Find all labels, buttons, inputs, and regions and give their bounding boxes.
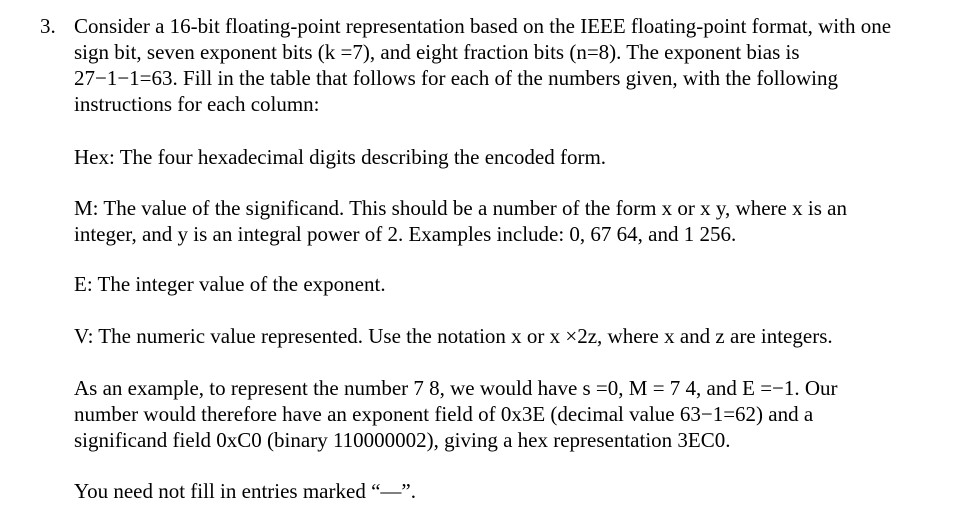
example-paragraph bbox=[74, 375, 954, 453]
m-line-2: integer, and y is an integral power of 2. Examples include: 0, 67 64, and 1 256. bbox=[74, 222, 737, 246]
intro-line-2: sign bit, seven exponent bits (k =7), and eight fraction bits (n=8). The exponent bias is bbox=[74, 40, 800, 64]
example-line-1: As an example, to represent the number 7 8, we would have s =0, M = 7 4, and E =−1. Our bbox=[74, 376, 838, 400]
hex-instruction bbox=[74, 144, 954, 170]
v-line-1: V: The numeric value represented. Use the notation x or x ×2z, where x and z are integers. bbox=[74, 324, 833, 348]
intro-line-3: 27−1−1=63. Fill in the table that follows for each of the numbers given, with the following bbox=[74, 66, 838, 90]
m-instruction bbox=[74, 195, 954, 247]
example-line-3: significand field 0xC0 (binary 110000002), giving a hex representation 3EC0. bbox=[74, 428, 731, 452]
question-intro bbox=[74, 13, 954, 117]
question-number: 3. bbox=[40, 14, 56, 38]
example-line-2: number would therefore have an exponent field of 0x3E (decimal value 63−1=62) and a bbox=[74, 402, 814, 426]
note-line-1: You need not fill in entries marked “—”. bbox=[74, 479, 416, 503]
note-paragraph bbox=[74, 478, 954, 504]
e-line-1: E: The integer value of the exponent. bbox=[74, 272, 386, 296]
hex-line-1: Hex: The four hexadecimal digits describing the encoded form. bbox=[74, 145, 607, 169]
intro-line-4: instructions for each column: bbox=[74, 92, 320, 116]
intro-line-1: Consider a 16-bit floating-point representation based on the IEEE floating-point format, with one bbox=[74, 14, 892, 38]
v-instruction bbox=[74, 323, 954, 349]
e-instruction bbox=[74, 271, 954, 297]
m-line-1: M: The value of the significand. This should be a number of the form x or x y, where x is an bbox=[74, 196, 847, 220]
